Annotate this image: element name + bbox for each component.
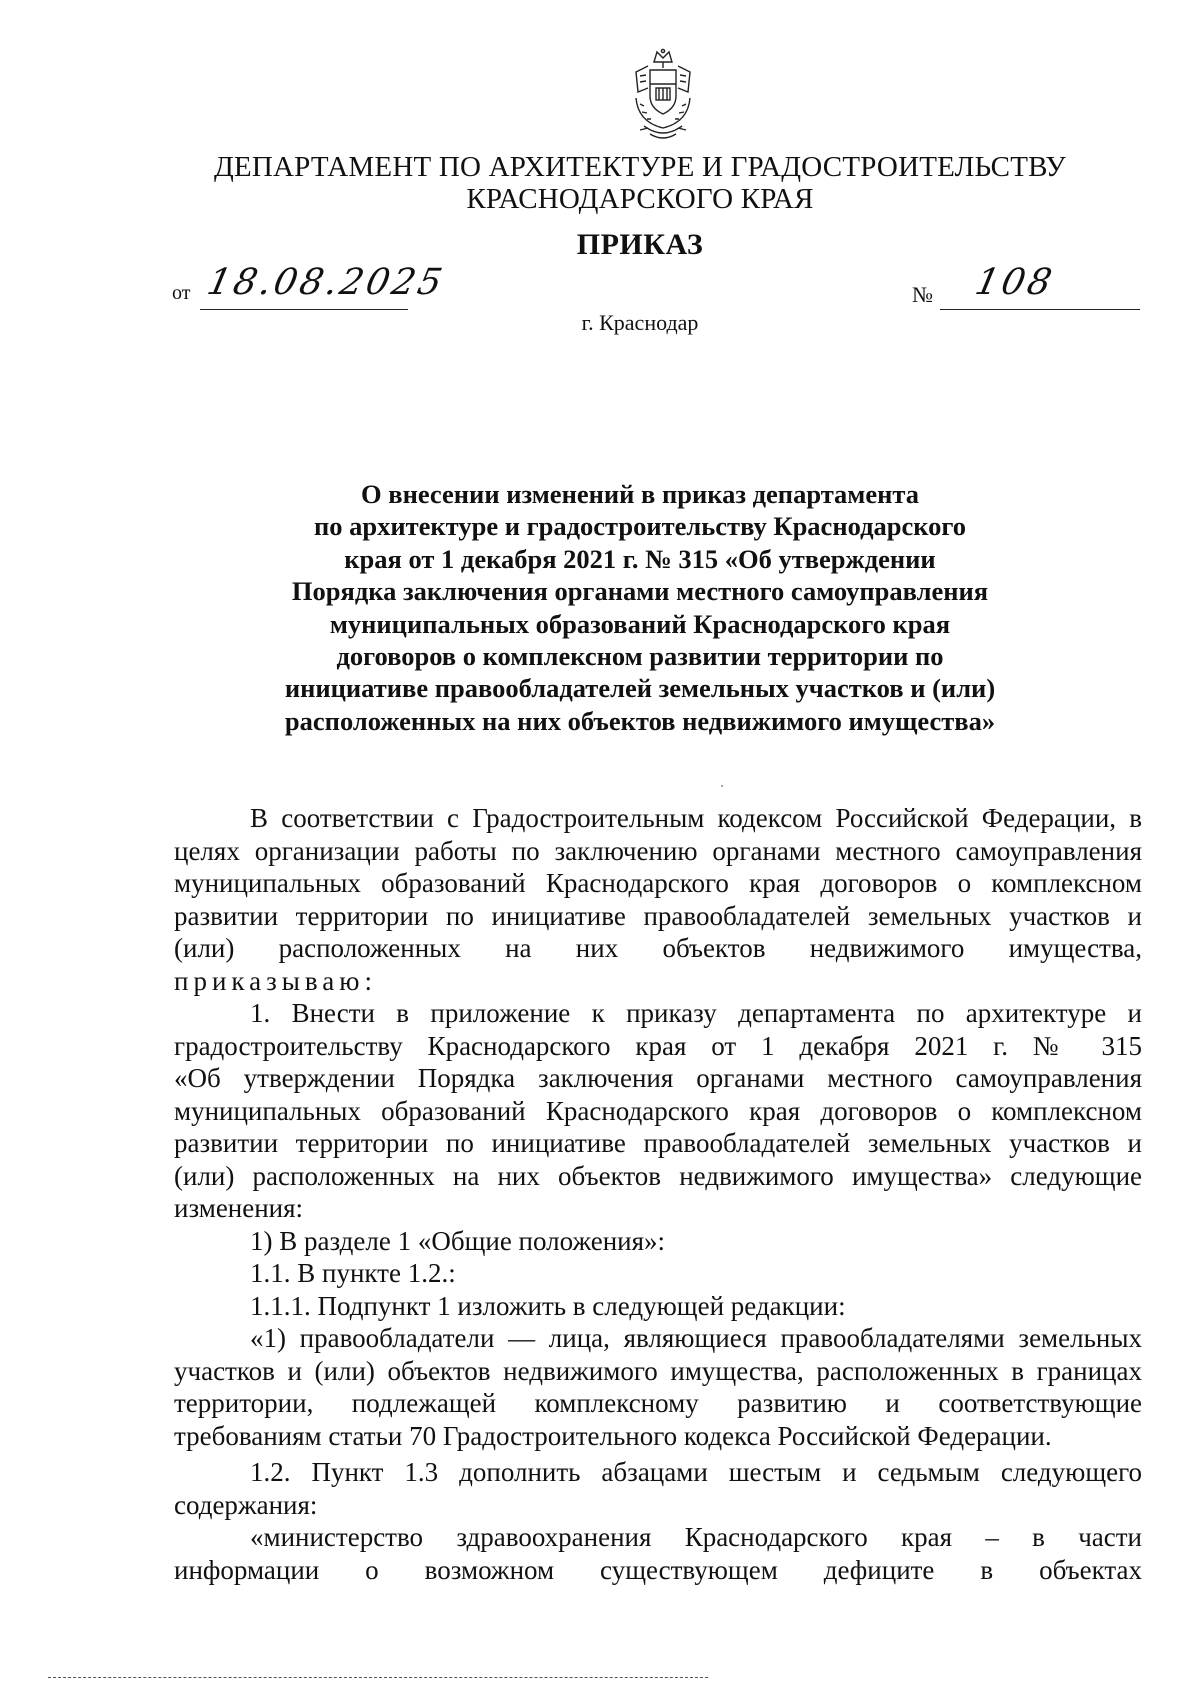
city-name: г. Краснодар (581, 310, 699, 335)
body-line: муниципальных образований Краснодарского края договоров о комплексном (174, 1095, 1142, 1126)
body-line: В соответствии с Градостроительным кодексом Российской Федерации, в (250, 803, 1142, 833)
body-line: (или) расположенных на них объектов недвижимого имущества» следующие (174, 1160, 1142, 1191)
title-line: О внесении изменений в приказ департамента (361, 479, 919, 509)
body-line: территории, подлежащей комплексному развитию и соответствующие (174, 1388, 1142, 1418)
order-body (174, 802, 1142, 1586)
bottom-scan-line (48, 1677, 708, 1678)
body-line-prikazyvayu: приказываю: (174, 965, 377, 996)
body-line: содержания: (174, 1489, 318, 1520)
title-line: края от 1 декабря 2021 г. № 315 «Об утверждении (344, 543, 936, 574)
title-line: инициативе правообладателей земельных участков и (или) (284, 673, 996, 704)
body-line: «1) правообладатели — лица, являющиеся правообладателями земельных (250, 1323, 1142, 1353)
department-name-line1: ДЕПАРТАМЕНТ ПО АРХИТЕКТУРЕ И ГРАДОСТРОИТЕЛЬСТВУ (213, 151, 1067, 183)
coat-of-arms-emblem (626, 48, 700, 144)
body-line: 1.2. Пункт 1.3 дополнить абзацами шестым и седьмым следующего (250, 1457, 1142, 1487)
body-line: 1.1. В пункте 1.2.: (250, 1258, 456, 1288)
date-prefix: от (172, 282, 191, 304)
body-line: целях организации работы по заключению органами местного самоуправления (174, 835, 1142, 866)
title-line: муниципальных образований Краснодарского края (329, 608, 951, 639)
body-line: «Об утверждении Порядка заключения органами местного самоуправления (174, 1063, 1142, 1093)
body-line: градостроительству Краснодарского края от 1 декабря 2021 г. № 315 (174, 1030, 1142, 1061)
title-line: договоров о комплексном развитии территории по (336, 641, 944, 672)
body-line: развитии территории по инициативе правообладателей земельных участков и (174, 900, 1142, 931)
handwritten-number: 108 (971, 262, 1059, 303)
number-prefix: № (912, 282, 933, 307)
body-line: 1.1.1. Подпункт 1 изложить в следующей редакции: (250, 1290, 846, 1321)
body-line: (или) расположенных на них объектов недвижимого имущества, (174, 933, 1142, 963)
body-line: требованиям статьи 70 Градостроительного кодекса Российской Федерации. (174, 1420, 1052, 1451)
body-line: участков и (или) объектов недвижимого имущества, расположенных в границах (174, 1355, 1142, 1386)
title-line: по архитектуре и градостроительству Краснодарского (313, 511, 967, 542)
department-name-line2: КРАСНОДАРСКОГО КРАЯ (466, 183, 814, 215)
body-line: муниципальных образований Краснодарского края договоров о комплексном (174, 868, 1142, 898)
title-line: Порядка заключения органами местного самоуправления (291, 576, 989, 607)
body-line: 1) В разделе 1 «Общие положения»: (250, 1225, 666, 1256)
body-line: «министерство здравоохранения Краснодарского края – в части (250, 1522, 1142, 1552)
body-line: изменения: (174, 1193, 304, 1223)
body-line: развитии территории по инициативе правообладателей земельных участков и (174, 1128, 1142, 1158)
handwritten-date: 18.08.2025 (203, 262, 449, 303)
scan-speck (721, 785, 723, 787)
body-line: информации о возможном существующем дефиците в объектах (174, 1554, 1142, 1585)
title-line: расположенных на них объектов недвижимого имущества» (284, 705, 996, 736)
order-title (190, 478, 1090, 737)
body-line: 1. Внести в приложение к приказу департамента по архитектуре и (250, 998, 1142, 1028)
document-type-heading: ПРИКАЗ (576, 228, 704, 261)
